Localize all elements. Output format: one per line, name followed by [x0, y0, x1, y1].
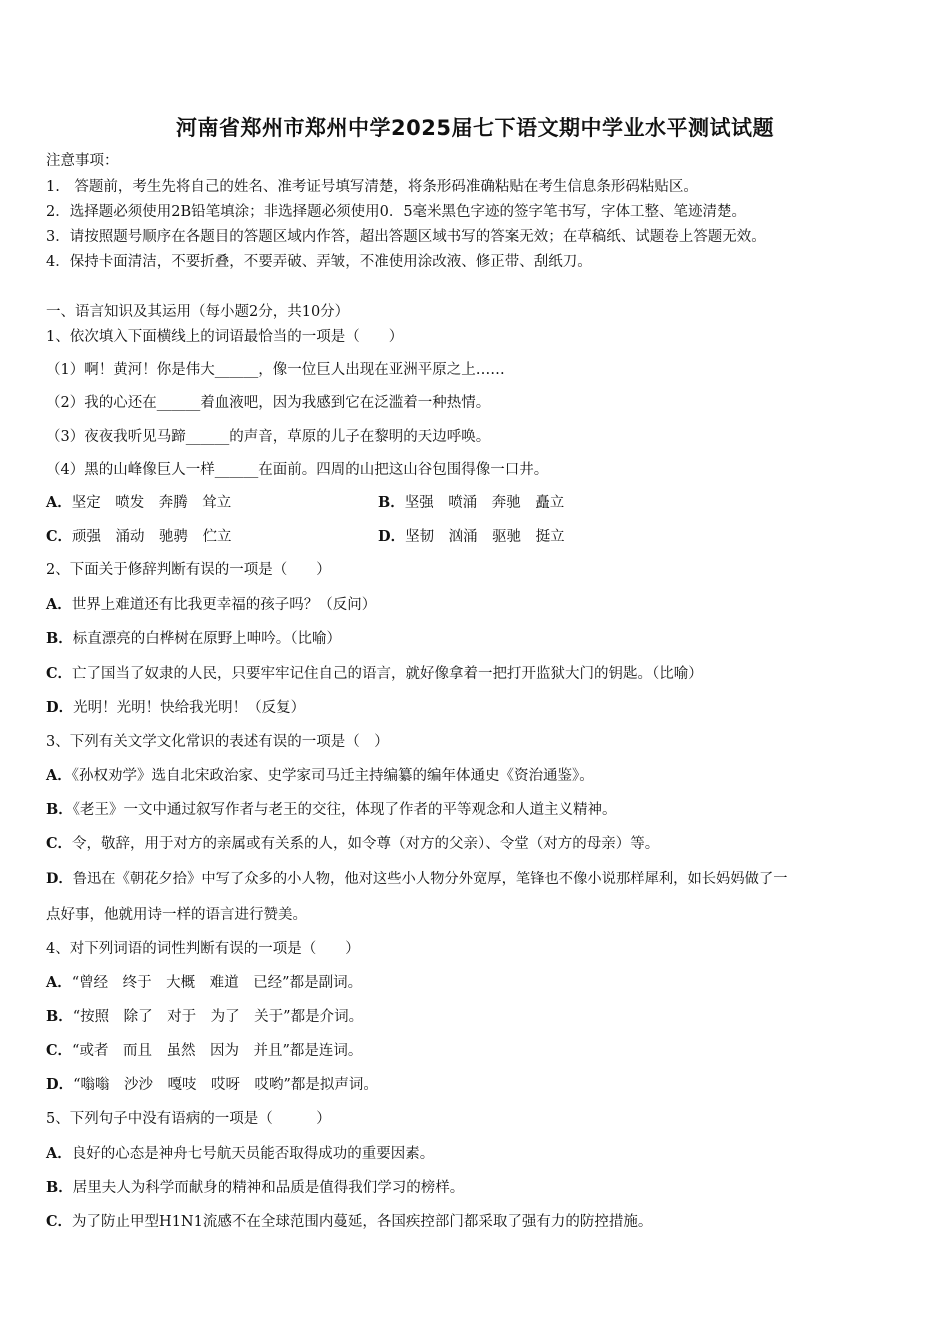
question-2-option-b: [46, 632, 341, 647]
question-2-option-c: [46, 667, 703, 682]
option-label: B．: [46, 801, 73, 818]
notice-heading: 注意事项：: [46, 153, 119, 169]
question-3-option-a: [46, 769, 594, 784]
option-text: 居里夫人为科学而献身的精神和品质是值得我们学习的榜样。: [72, 1180, 465, 1196]
option-label: C．: [46, 1042, 73, 1059]
option-text: 坚韧 汹涌 驱驰 挺立: [405, 529, 565, 545]
option-label: D．: [46, 1076, 74, 1093]
option-label: C．: [46, 1213, 73, 1230]
section-heading: 一、语言知识及其运用（每小题2分，共10分）: [46, 304, 350, 320]
option-text: “嗡嗡 沙沙 嘎吱 哎呀 哎哟”都是拟声词。: [73, 1077, 378, 1093]
question-4-stem: 4、对下列词语的词性判断有误的一项是（ ）: [46, 941, 360, 957]
option-label: B．: [46, 630, 73, 647]
option-label: A．: [46, 974, 72, 991]
question-1-blank-4: （4）黑的山峰像巨人一样______在面前。四周的山把这山谷包围得像一口井。: [46, 462, 549, 478]
question-4-option-a: [46, 976, 362, 991]
option-label: A．: [46, 767, 72, 784]
question-4-option-c: [46, 1044, 362, 1059]
notice-item-4: 4．保持卡面清洁，不要折叠，不要弄破、弄皱，不准使用涂改液、修正带、刮纸刀。: [46, 254, 592, 270]
question-1-option-c: [46, 530, 232, 545]
option-label: D．: [378, 528, 406, 545]
question-1-blank-2: （2）我的心还在______着血液吧，因为我感到它在泛滥着一种热情。: [46, 395, 491, 411]
question-5-stem: 5、下列句子中没有语病的一项是（ ）: [46, 1111, 331, 1127]
option-text: 标直漂亮的白桦树在原野上呻吟。（比喻）: [72, 631, 342, 647]
notice-item-3: 3．请按照题号顺序在各题目的答题区域内作答，超出答题区域书写的答案无效；在草稿纸、试题卷上答题无效。: [46, 229, 766, 245]
option-text: 令，敬辞，用于对方的亲属或有关系的人，如令尊（对方的父亲）、令堂（对方的母亲）等。: [72, 836, 660, 852]
option-label: A．: [46, 494, 72, 511]
option-text: 鲁迅在《朝花夕拾》中写了众多的小人物，他对这些小人物分外宽厚，笔锋也不像小说那样犀利，如长妈妈做了一: [72, 871, 788, 887]
question-2-option-a: [46, 598, 376, 613]
option-text: 《孙权劝学》选自北宋政治家、史学家司马迁主持编纂的编年体通史《资治通鉴》。: [71, 768, 594, 784]
question-4-option-b: [46, 1010, 363, 1025]
question-5-option-a: [46, 1147, 434, 1162]
option-label: C．: [46, 665, 73, 682]
question-5-option-b: [46, 1181, 464, 1196]
question-3-option-c: [46, 837, 659, 852]
question-3-option-d-continued: 点好事，他就用诗一样的语言进行赞美。: [46, 907, 307, 923]
option-text: “按照 除了 对于 为了 关于”都是介词。: [72, 1009, 364, 1025]
question-2-option-d: [46, 701, 305, 716]
option-label: D．: [46, 871, 73, 887]
question-3-stem: 3、下列有关文学文化常识的表述有误的一项是（ ）: [46, 734, 389, 750]
notice-item-2: 2．选择题必须使用2B铅笔填涂；非选择题必须使用0．5毫米黑色字迹的签字笔书写，字体工整、笔迹清楚。: [46, 204, 747, 220]
notice-item-1: 1. 答题前，考生先将自己的姓名、准考证号填写清楚，将条形码准确粘贴在考生信息条形码粘贴区。: [46, 179, 698, 195]
option-label: B．: [46, 1008, 73, 1025]
option-text: “或者 而且 虽然 因为 并且”都是连词。: [72, 1043, 363, 1059]
option-text: 为了防止甲型H1N1流感不在全球范围内蔓延，各国疾控部门都采取了强有力的防控措施。: [72, 1214, 653, 1230]
question-1-blank-1: （1）啊！黄河！你是伟大______，像一位巨人出现在亚洲平原之上……: [46, 362, 505, 378]
option-text: 世界上难道还有比我更幸福的孩子吗？（反问）: [71, 597, 377, 613]
option-text: 良好的心态是神舟七号航天员能否取得成功的重要因素。: [71, 1146, 435, 1162]
option-text: “曾经 终于 大概 难道 已经”都是副词。: [71, 975, 363, 991]
option-text: 顽强 涌动 驰骋 伫立: [72, 529, 232, 545]
option-text: 坚定 喷发 奔腾 耸立: [71, 495, 232, 511]
option-text: 坚强 喷涌 奔驰 矗立: [404, 495, 565, 511]
option-label: D．: [46, 699, 74, 716]
option-label: C．: [46, 835, 73, 852]
question-1-option-d: [378, 530, 565, 545]
option-label: B．: [46, 1179, 73, 1196]
option-label: B．: [378, 494, 405, 511]
page-title: 河南省郑州市郑州中学2025届七下语文期中学业水平测试试题: [176, 116, 774, 140]
question-1-option-b: [378, 496, 564, 511]
option-text: 光明！光明！快给我光明！（反复）: [73, 700, 306, 716]
question-5-option-c: [46, 1215, 652, 1230]
option-text: 亡了国当了奴隶的人民，只要牢牢记住自己的语言，就好像拿着一把打开监狱大门的钥匙。（比喻）: [72, 666, 703, 682]
question-1-option-a: [46, 496, 231, 511]
question-4-option-d: [46, 1078, 378, 1093]
option-label: A．: [46, 596, 72, 613]
option-text: 《老王》一文中通过叙写作者与老王的交往，体现了作者的平等观念和人道主义精神。: [72, 802, 617, 818]
question-2-stem: 2、下面关于修辞判断有误的一项是（ ）: [46, 562, 331, 578]
question-3-option-b: [46, 803, 617, 818]
question-1-stem: 1、依次填入下面横线上的词语最恰当的一项是（ ）: [46, 329, 404, 345]
question-1-blank-3: （3）夜夜我听见马蹄______的声音，草原的儿子在黎明的天边呼唤。: [46, 429, 491, 445]
option-label: C．: [46, 528, 73, 545]
option-label: A．: [46, 1145, 72, 1162]
question-3-option-d: [46, 872, 788, 886]
